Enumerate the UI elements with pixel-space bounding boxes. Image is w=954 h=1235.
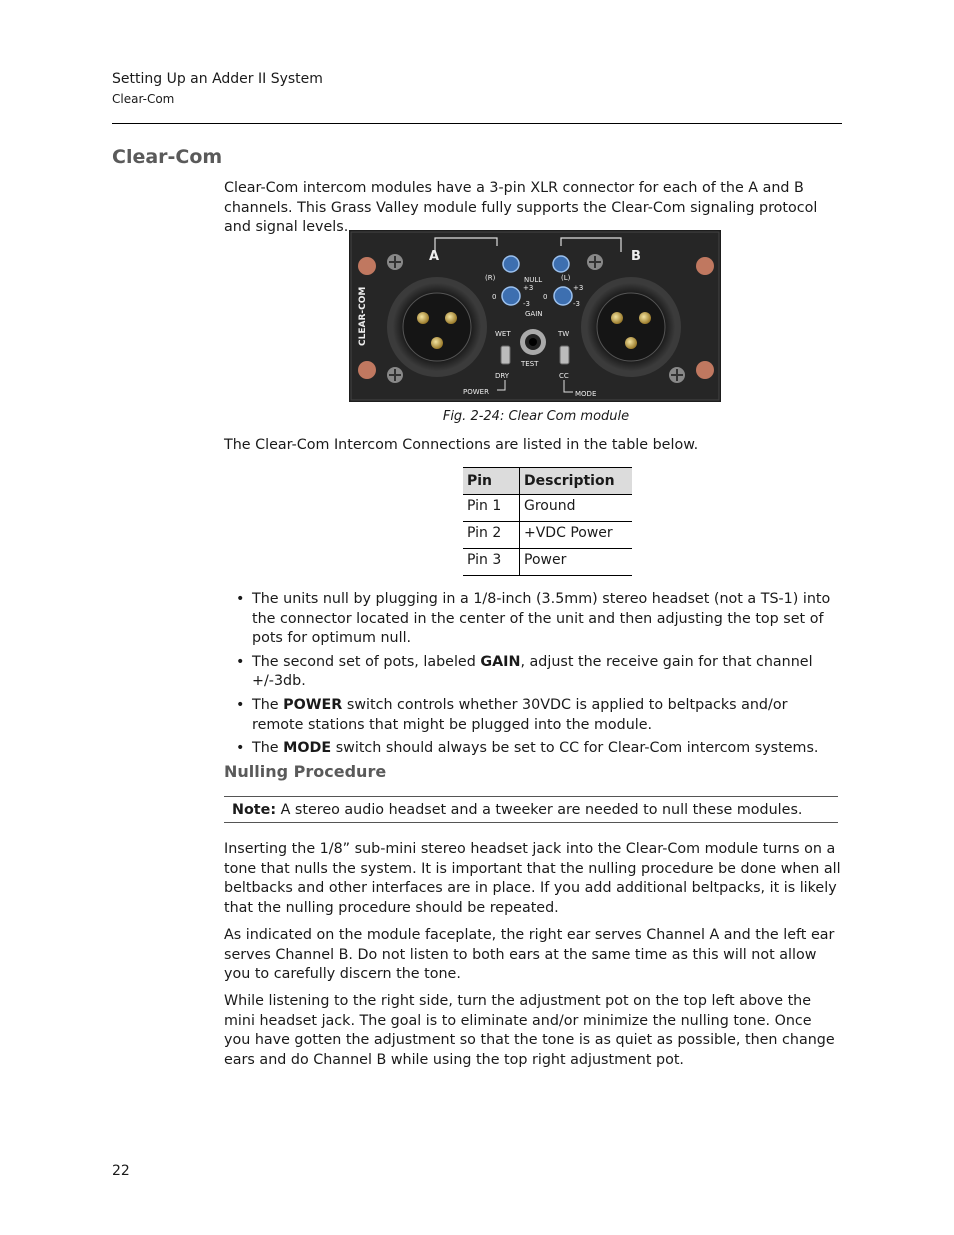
list-item: • The MODE switch should always be set to CC for Clear-Com intercom systems. xyxy=(236,739,841,759)
svg-text:WET: WET xyxy=(495,330,511,338)
channel-a-label: A xyxy=(429,249,440,264)
figure-caption: Fig. 2-24: Clear Com module xyxy=(442,409,630,424)
svg-text:0: 0 xyxy=(492,293,497,301)
xlr-connector-a xyxy=(387,277,487,377)
svg-text:DRY: DRY xyxy=(495,372,510,380)
description-cell: +VDC Power xyxy=(520,522,633,549)
note-box xyxy=(224,796,838,823)
description-cell: Ground xyxy=(520,495,633,522)
subsection-heading: Nulling Procedure xyxy=(224,762,387,781)
screw-icon xyxy=(669,367,685,383)
mode-switch xyxy=(560,346,569,364)
table-intro: The Clear-Com Intercom Connections are listed in the table below. xyxy=(224,437,699,453)
pin-cell: Pin 1 xyxy=(463,495,520,522)
side-label: CLEAR-COM xyxy=(358,286,368,346)
svg-text:TW: TW xyxy=(558,330,570,338)
svg-text:(L): (L) xyxy=(561,274,571,282)
section-heading: Clear-Com xyxy=(112,146,223,168)
null-pot-left xyxy=(503,256,519,272)
svg-text:TEST: TEST xyxy=(521,360,539,368)
svg-text:MODE: MODE xyxy=(575,390,597,398)
note-label: Note: xyxy=(232,802,277,818)
bullet-icon: • xyxy=(236,653,245,670)
svg-text:(R): (R) xyxy=(485,274,496,282)
pin-cell: Pin 3 xyxy=(463,549,520,576)
intro-paragraph: Clear-Com intercom modules have a 3-pin XLR connector for each of the A and B channels. This Grass Valley module fully supports the Clear-Com signaling protocol and signal levels. xyxy=(224,180,818,236)
svg-text:-3: -3 xyxy=(523,300,530,308)
svg-text:NULL: NULL xyxy=(524,276,543,284)
svg-text:POWER: POWER xyxy=(463,388,489,396)
pin-table xyxy=(463,467,632,576)
power-switch xyxy=(501,346,510,364)
table-row xyxy=(463,522,632,549)
bullet-icon: • xyxy=(236,740,245,757)
feature-list xyxy=(236,590,841,763)
body-paragraph: While listening to the right side, turn the adjustment pot on the top left above the mini headset jack. The goal is to eliminate and/or minimize the nulling tone. Once you have gotten the adjustment so that the tone is as quiet as possible, then change ears and do Channel B while using the top right adjustment pot. xyxy=(224,993,835,1068)
svg-text:+3: +3 xyxy=(573,284,584,292)
svg-text:CC: CC xyxy=(559,372,569,380)
list-item: • The POWER switch controls whether 30VDC is applied to beltpacks and/or remote stations that might be plugged into the module. xyxy=(236,696,788,733)
running-header-subtitle: Clear-Com xyxy=(112,92,175,106)
header-divider xyxy=(112,123,842,124)
bullet-icon: • xyxy=(236,696,245,713)
channel-b-label: B xyxy=(631,249,641,264)
screw-icon xyxy=(387,254,403,270)
test-jack xyxy=(520,329,546,355)
svg-text:-3: -3 xyxy=(573,300,580,308)
svg-text:0: 0 xyxy=(543,293,548,301)
page-number: 22 xyxy=(112,1163,130,1179)
body-paragraph: Inserting the 1/8” sub-mini stereo headset jack into the Clear-Com module turns on a tone that nulls the system. It is important that the nulling procedure be done when all beltbacks and other interfaces are in place. If you add additional beltpacks, it is likely that the nulling procedure should be repeated. xyxy=(224,841,841,916)
table-row xyxy=(463,549,632,576)
gain-pot-left xyxy=(502,287,520,305)
mount-pad xyxy=(358,257,376,275)
clear-com-module-figure xyxy=(349,230,721,402)
null-pot-right xyxy=(553,256,569,272)
screw-icon xyxy=(587,254,603,270)
description-column-header: Description xyxy=(520,468,633,495)
mount-pad xyxy=(696,361,714,379)
running-header-title: Setting Up an Adder II System xyxy=(112,71,323,87)
note-text: A stereo audio headset and a tweeker are needed to null these modules. xyxy=(276,802,803,818)
list-item: • The units null by plugging in a 1/8-inch (3.5mm) stereo headset (not a TS-1) into the connector located in the center of the unit and then adjusting the top set of pots for optimum null. xyxy=(236,591,831,647)
bullet-icon: • xyxy=(236,591,245,607)
svg-text:GAIN: GAIN xyxy=(525,310,543,318)
gain-pot-right xyxy=(554,287,572,305)
mount-pad xyxy=(696,257,714,275)
pin-cell: Pin 2 xyxy=(463,522,520,549)
body-paragraph: As indicated on the module faceplate, the right ear serves Channel A and the left ear serves Channel B. Do not listen to both ears at the same time as this will not allow you to carefully discern the tone. xyxy=(224,927,835,983)
xlr-connector-b xyxy=(581,277,681,377)
svg-text:+3: +3 xyxy=(523,284,534,292)
pin-column-header: Pin xyxy=(463,468,520,495)
mount-pad xyxy=(358,361,376,379)
screw-icon xyxy=(387,367,403,383)
list-item: • The second set of pots, labeled GAIN, adjust the receive gain for that channel +/-3db. xyxy=(236,653,813,690)
description-cell: Power xyxy=(520,549,633,576)
table-row xyxy=(463,495,632,522)
